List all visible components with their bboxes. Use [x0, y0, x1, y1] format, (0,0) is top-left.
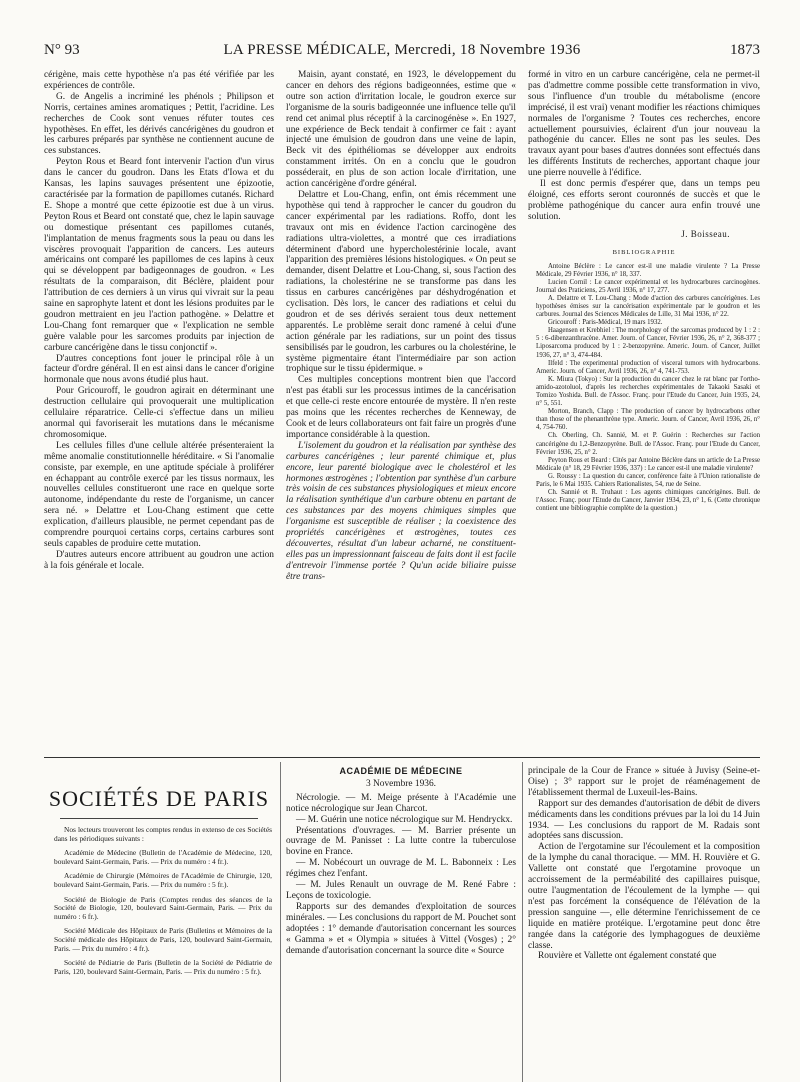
paragraph: Peyton Rous et Beard font intervenir l'action d'un virus dans le cancer du goudron. Dans les Etats d'Iowa et du Kansas, les lapins sauvages présentent une épizootie, caractérisée par la formation de papillomes cutanés. Richard E. Shope a montré que cette épizootie est due à un virus. Peyton Rous et Beard ont constaté que, chez le lapin sauvage ou domestique présentant ces papillomes cutanés, l'implantation de menus fragments sous la peau ou dans les viscères provoquait l'apparition de cancers. Les auteurs américains ont comparé les papillomes de ces lapins à ceux qui se développent par badigeonnages de goudron. « Les résultats de la comparaison, dit Béclère, plaident pour l'attribution de ces derniers à un virus qui vivrait sur la peau saine en saprophyte latent et dont les lésions produites par le goudron mettraient en jeu l'action pathogène. » Delattre et Lou-Chang font remarquer que « l'explication ne semble guère valable pour les sarcomes produits par injection de carbure cancérigène dans le tissu conjonctif ».	[44, 157, 274, 353]
academie-date: 3 Novembre 1936.	[365, 778, 437, 789]
paragraph: Il est donc permis d'espérer que, dans un temps peu éloigné, ces efforts seront couronnés de succès et que le problème pathogénique du cancer aura enfin trouvé une solution.	[528, 179, 760, 222]
paragraph: Présentations d'ouvrages. — M. Barrier présente un ouvrage de M. Panisset : La lutte contre la tuberculose bovine en France.	[286, 825, 516, 858]
academie-section	[286, 766, 516, 956]
notice-paragraph: Société de Biologie de Paris (Comptes rendus des séances de la Société de Biologie, 120, boulevard Saint-Germain, Paris. — Prix du numéro : 6 fr.).	[54, 894, 272, 921]
notice-paragraph: Société de Pédiatrie de Paris (Bulletin de la Société de Pédiatrie de Paris, 120, boulevard Saint-Germain, Paris. — Prix du numéro : 5 fr.).	[54, 958, 272, 976]
paragraph: D'autres conceptions font jouer le principal rôle à un facteur d'ordre général. Il en est ainsi dans le cancer d'origine hormonale que nous avons étudié plus haut.	[44, 353, 274, 386]
column-divider	[522, 762, 523, 1082]
page-header	[44, 42, 760, 64]
bibliography-entry: Ilfeld : The experimental production of visceral tumors with hydrocarbons. Americ. Journ. of Cancer, Avril 1936, 26, n° 4, 741-753.	[536, 359, 760, 375]
notice-paragraph: Société Médicale des Hôpitaux de Paris (Bulletins et Mémoires de la Société médicale des Hôpitaux de Paris, 120, boulevard Saint-Germain, Paris. — Prix du numéro : 4 fr.).	[54, 926, 272, 953]
paragraph: Rouvière et Vallette ont également constaté que	[538, 951, 717, 962]
page-number: 1873	[730, 42, 760, 58]
bibliography-entry: A. Delattre et T. Lou-Chang : Mode d'action des carbures cancérigènes. Les hypothèses émises sur la cancérisation expérimentale par le goudron et les carbures. Journal des Sciences Médicales de Lille, 31 Mai 1936, n° 22.	[536, 294, 760, 319]
bibliography-entry: Morton, Branch, Clapp : The production of cancer by hydrocarbons other than those of the phenanthrène type. Americ. Journ. of Cancer, Avril 1936, 26, n° 4, 754-760.	[536, 408, 760, 432]
paragraph: — M. Nobécourt un ouvrage de M. L. Babonneix : Les régimes chez l'enfant.	[286, 858, 516, 880]
bibliography-entry: Peyton Rous et Beard : Cités par Antoine Béclère dans un article de La Presse Médicale (n° 18, 29 Février 1936, 337) : Le cancer est-il une maladie virulente?	[536, 456, 760, 472]
bibliography-entry: Gricouroff : Paris-Médical, 19 mars 1932.	[548, 319, 663, 327]
bibliography-entry: Antoine Béclère : Le cancer est-il une maladie virulente ? La Presse Médicale, 29 Février 1936, n° 18, 337.	[536, 262, 760, 278]
paragraph: — M. Guérin une notice nécrologique sur M. Hendryckx.	[296, 814, 513, 825]
article-column-2	[286, 70, 516, 583]
notice-paragraph: Académie de Médecine (Bulletin de l'Académie de Médecine, 120, boulevard Saint-Germain, Paris. — Prix du numéro : 4 fr.).	[54, 848, 272, 866]
paragraph: Pour Gricouroff, le goudron agirait en déterminant une destruction cellulaire qui provoquerait une multiplication cellulaire réparatrice. Celle-ci s'effectue dans un milieu anormal qui favoriserait les mutations dans le mécanisme chromosomique.	[44, 386, 274, 440]
bibliography-entry: K. Miura (Tokyo) : Sur la production du cancer chez le rat blanc par l'ortho-amido-azotoluol, d'après les recherches expérimentales de Takaoki Sasaki et Tomizo Yoshida. Bull. de l'Assoc. Franç. pour l'Etude du Cancer, Juin 1935, 24, n° 5, 551.	[536, 375, 760, 408]
paragraph: Les cellules filles d'une cellule altérée présenteraient la même anomalie constitutionnelle héréditaire. « Si l'anomalie consiste, par exemple, en une aptitude spéciale à proliférer en échappant au contrôle exercé par les tissus normaux, les nouvelles cellules constitueront une race en quelque sorte autonome, indépendante du reste de l'organisme, un cancer sera né. » Delattre et Lou-Chang estiment que cette explication, d'ailleurs plausible, ne permet cependant pas de comprendre pourquoi certains corps, certains carbures sont seuls capables de produire cette mutation.	[44, 440, 274, 549]
paragraph: Delattre et Lou-Chang, enfin, ont émis récemment une hypothèse qui tend à rapprocher le cancer du goudron du cancer expérimental par les radiations. Roffo, dont les travaux ont mis en évidence l'action carcinogène des radiations ultra-violettes, a montré que ces irradiations déterminent d'abord une hypercholestérinie locale, avant l'apparition des premières lésions histologiques. « On peut se demander, disent Delattre et Lou-Chang, si, sous l'action des radiations, la cholestérine ne se transforme pas dans les tissus en carbures cancérigènes par déshydrogénation et cyclisation. Dès lors, le cancer des radiations et celui du goudron et de ses dérivés seraient tous deux nettement apparentés. Le problème serait donc ramené à celui d'une action générale par les radiations, sur un point des tissus sensibilisés par le goudron, les carbures ou la cholestérine, le système pigmentaire étant l'intermédiaire par son action trophique sur le tissu épidermique. »	[286, 189, 516, 375]
paragraph: principale de la Cour de France » située à Juvisy (Seine-et-Oise) ; 3° rapport sur le projet de réaménagement de l'établissement thermal de Luxeuil-les-Bains.	[528, 766, 760, 798]
paragraph: — M. Jules Renault un ouvrage de M. René Fabre : Leçons de toxicologie.	[286, 880, 516, 901]
bibliography-entry: G. Roussy : La question du cancer, conférence faite à l'Union rationaliste de Paris, le 6 Mai 1935. Cahiers Rationalistes, 54, rue de Seine.	[536, 472, 760, 489]
journal-title: LA PRESSE MÉDICALE, Mercredi, 18 Novembre 1936	[223, 42, 581, 58]
paragraph: Ces multiples conceptions montrent bien que l'accord n'est pas établi sur les processus intimes de la cancérisation et que celle-ci reste encore entourée de mystère. Il n'en reste pas moins que les récentes recherches de Kenneway, de Cook et de leurs collaborateurs ont fait faire un progrès d'une importance considérable à la question.	[286, 375, 516, 440]
bibliography-entry: Haagensen et Krebhiel : The morphology of the sarcomas produced by 1 : 2 : 5 : 6-dibenzanthracène. Amer. Journ. of Cancer, Février 1936, 26, n° 2, 368-377 ; Liposarcoma produced by 1 : 2-benzopyrène. Americ. Journ. of Cancer, Juillet 1936, 27, n° 3, 474-484.	[536, 327, 760, 359]
paragraph: D'autres auteurs encore attribuent au goudron une action à la fois générale et locale.	[44, 549, 274, 571]
notice-paragraph: Académie de Chirurgie (Mémoires de l'Académie de Chirurgie, 120, boulevard Saint-Germain, Paris. — Prix du numéro : 5 fr.).	[54, 871, 272, 889]
societes-notice	[54, 826, 272, 982]
issue-number: N° 93	[44, 42, 80, 58]
paragraph: Maisin, ayant constaté, en 1923, le développement du cancer en dehors des régions badigeonnées, estime que « outre son action d'irritation locale, le goudron exerce sur l'organisme de la souris badigeonnée une influence telle qu'il rend cet animal plus réceptif à la carcinogénèse ». En 1927, une expérience de Beck tendait à confirmer ce fait : ayant injecté une émulsion de goudron dans une veine de lapin, Beck vit des épithéliomas se développer aux endroits constamment irrités. On en a conclu que le goudron posséderait, en plus de son action locale d'irritation, une action cancérigène d'ordre général.	[286, 70, 516, 190]
title-underline	[60, 818, 258, 819]
bibliography-entry: Ch. Oberling, Ch. Sannié, M. et P. Guérin : Recherches sur l'action cancérigène du 1,2-Benzopyrène. Bull. de l'Assoc. Franç. pour l'Etude du Cancer, Février 1936, 25, n° 2.	[536, 432, 760, 456]
article-column-3	[528, 70, 760, 513]
paragraph: Rapport sur des demandes d'autorisation de débit de divers médicaments dans les conditions prévues par la loi du 14 Juin 1934. — Les conclusions du rapport de M. Radais sont adoptées sans discussion.	[528, 798, 760, 842]
notice-paragraph: Nos lecteurs trouveront les comptes rendus in extenso de ces Sociétés dans les périodiques suivants :	[54, 825, 272, 843]
section-divider	[44, 757, 760, 758]
paragraph: G. de Angelis a incriminé les phénols ; Philipson et Norris, certaines amines aromatiques ; Pettit, l'acridine. Les recherches de Cook sont venues réfuter toutes ces hypothèses. En effet, les dérivés cancérigènes du goudron et les carbures préparés par synthèse ne contiennent aucune de ces substances.	[44, 91, 274, 157]
paragraph: Action de l'ergotamine sur l'écoulement et la composition de la lymphe du canal thoracique. — MM. H. Rouvière et G. Vallette ont constaté que l'ergotamine provoque un accroissement de la perméabilité des capillaires puisque, outre l'augmentation de l'écoulement de la lymphe — qui n'est pas forcément la conséquence de l'élévation de la pression sanguine —, elle détermine l'enrichissement de ce liquide en matière protéique. L'ergotamine peut donc être rangée dans la catégorie des lymphagogues de deuxième classe.	[528, 842, 760, 951]
bibliography-title: BIBLIOGRAPHIE	[612, 248, 676, 256]
bibliography-entry: Lucien Cornil : Le cancer expérimental et les hydrocarbures carcinogènes. Journal des Praticiens, 25 Avril 1936, n° 17, 277.	[536, 278, 760, 294]
societes-title: SOCIÉTÉS DE PARIS	[48, 786, 270, 811]
author-signature: J. Boisseau.	[681, 228, 730, 239]
academie-title: ACADÉMIE DE MÉDECINE	[339, 766, 463, 776]
paragraph: Nécrologie. — M. Meige présente à l'Académie une notice nécrologique sur Jean Charcot.	[286, 792, 516, 814]
paragraph-italic: L'isolement du goudron et la réalisation par synthèse des carbures cancérigènes ; leur parenté chimique et, plus encore, leur parenté biologique avec le cholestérol et les hormones œstrogènes ; l'obtention par synthèse d'un carbure très voisin de ces substances physiologiques et mieux encore la réalisation synthétique d'un carbure obtenu en partant de ces substances par des moyens chimiques simples que l'organisme est susceptible de réaliser ; la coexistence des propriétés cancérigènes et œstrogènes, toutes ces découvertes, résultat d'un labeur acharné, ne constituent-elles pas un impressionnant faisceau de faits dont il est facile d'entrevoir l'immense portée ? Qu'un acide biliaire puisse être trans-	[286, 440, 516, 582]
paragraph: cérigène, mais cette hypothèse n'a pas été vérifiée par les expériences de contrôle.	[44, 70, 274, 91]
academie-section-continued	[528, 766, 760, 962]
column-divider	[280, 762, 281, 1082]
paragraph: formé in vitro en un carbure cancérigène, cela ne permet-il pas d'admettre comme possible cette transformation in vivo, sous l'influence d'un trouble du métabolisme (encore imprécisé, il est vrai) venant modifier les réactions chimiques normales de l'organisme ? Toutes ces recherches, encore actuellement poursuivies, éclairent d'un jour nouveau la pathogénie du cancer. Elles ne sont pas les seules. Des travaux ayant pour bases d'autres données sont effectués dans les différents Instituts de recherches, apportant chaque jour une pierre nouvelle à l'édifice.	[528, 70, 760, 179]
bibliography-entry: Ch. Sannié et R. Truhaut : Les agents chimiques cancérigènes. Bull. de l'Assoc. Franç. pour l'Etude du Cancer, Janvier 1934, 23, n° 1, 6. (Cette chronique contient une bibliographie complète de la question.)	[536, 489, 760, 513]
article-column-1	[44, 70, 274, 572]
paragraph: Rapports sur des demandes d'exploitation de sources minérales. — Les conclusions du rapport de M. Pouchet sont adoptées : 1° demande d'autorisation concernant les sources « Gamma » et « Olympia » situées à Vittel (Vosges) ; 2° demande d'autorisation concernant la source dite « Source	[286, 901, 516, 956]
